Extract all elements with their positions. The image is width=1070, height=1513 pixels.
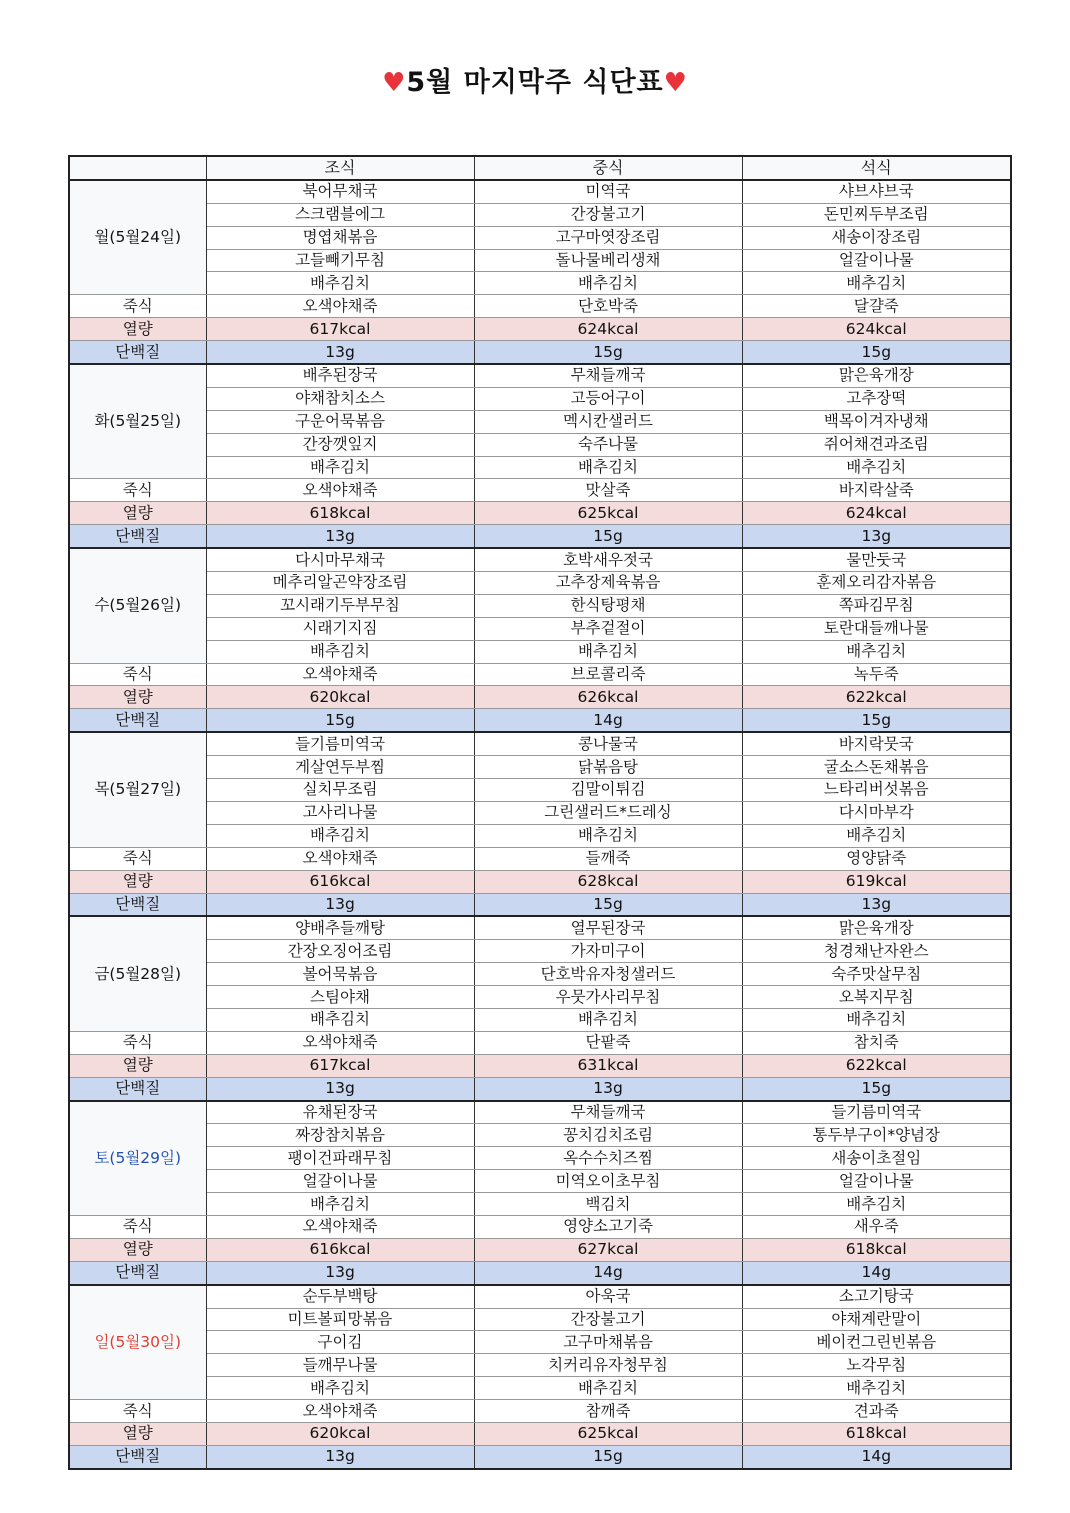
menu-item: 배추김치	[742, 640, 1011, 663]
porridge-value: 참치죽	[742, 1031, 1011, 1054]
kcal-value: 624kcal	[742, 318, 1011, 341]
menu-item: 명엽채볶음	[206, 226, 474, 249]
menu-item: 열무된장국	[474, 916, 742, 939]
protein-row	[69, 341, 1011, 364]
menu-row	[69, 1331, 1011, 1354]
menu-item: 배추김치	[474, 1008, 742, 1031]
porridge-value: 새우죽	[742, 1215, 1011, 1238]
kcal-value: 617kcal	[206, 318, 474, 341]
menu-item: 통두부구이*양념장	[742, 1124, 1011, 1147]
porridge-label: 죽식	[69, 1031, 206, 1054]
menu-row	[69, 1101, 1011, 1124]
menu-row	[69, 963, 1011, 986]
menu-item: 스크램블에그	[206, 203, 474, 226]
menu-item: 배추김치	[474, 824, 742, 847]
menu-row	[69, 1170, 1011, 1193]
porridge-row	[69, 1215, 1011, 1238]
kcal-value: 627kcal	[474, 1238, 742, 1261]
menu-item: 맑은육개장	[742, 364, 1011, 387]
menu-row	[69, 249, 1011, 272]
kcal-value: 624kcal	[742, 502, 1011, 525]
protein-label: 단백질	[69, 893, 206, 916]
menu-item: 꼬시래기두부무침	[206, 594, 474, 617]
header-corner	[69, 156, 206, 180]
kcal-value: 625kcal	[474, 1422, 742, 1445]
page-title	[0, 60, 1070, 99]
porridge-label: 죽식	[69, 1215, 206, 1238]
porridge-value: 견과죽	[742, 1400, 1011, 1423]
day-label: 수(5월26일)	[69, 548, 206, 663]
menu-item: 샤브샤브국	[742, 180, 1011, 203]
kcal-label: 열량	[69, 1054, 206, 1077]
kcal-label: 열량	[69, 686, 206, 709]
menu-item: 새송이초절임	[742, 1147, 1011, 1170]
menu-item: 게살연두부찜	[206, 756, 474, 779]
menu-item: 배추김치	[742, 1377, 1011, 1400]
kcal-value: 618kcal	[206, 502, 474, 525]
protein-value: 14g	[474, 709, 742, 732]
kcal-row	[69, 502, 1011, 525]
menu-item: 배추김치	[474, 456, 742, 479]
menu-item: 배추김치	[206, 456, 474, 479]
menu-item: 고사리나물	[206, 801, 474, 824]
menu-item: 양배추들깨탕	[206, 916, 474, 939]
protein-row	[69, 1077, 1011, 1100]
menu-item: 베이컨그린빈볶음	[742, 1331, 1011, 1354]
header-row	[69, 156, 1011, 180]
menu-item: 김말이튀김	[474, 779, 742, 802]
menu-item: 구이김	[206, 1331, 474, 1354]
menu-item: 미역국	[474, 180, 742, 203]
protein-value: 13g	[206, 1261, 474, 1284]
protein-row	[69, 893, 1011, 916]
kcal-label: 열량	[69, 870, 206, 893]
menu-item: 고구마채볶음	[474, 1331, 742, 1354]
menu-row	[69, 364, 1011, 387]
porridge-value: 참깨죽	[474, 1400, 742, 1423]
menu-item: 한식탕평채	[474, 594, 742, 617]
menu-item: 닭볶음탕	[474, 756, 742, 779]
menu-item: 배추김치	[206, 272, 474, 295]
title-text: 5월 마지막주 식단표	[406, 67, 664, 98]
menu-item: 콩나물국	[474, 732, 742, 755]
kcal-value: 620kcal	[206, 686, 474, 709]
protein-value: 15g	[742, 341, 1011, 364]
protein-value: 15g	[474, 1445, 742, 1468]
kcal-value: 619kcal	[742, 870, 1011, 893]
menu-item: 고들빼기무침	[206, 249, 474, 272]
protein-row	[69, 525, 1011, 548]
menu-row	[69, 916, 1011, 939]
porridge-row	[69, 295, 1011, 318]
menu-item: 배추김치	[474, 640, 742, 663]
menu-item: 굴소스돈채볶음	[742, 756, 1011, 779]
day-label: 목(5월27일)	[69, 732, 206, 847]
menu-item: 가자미구이	[474, 940, 742, 963]
header-lunch: 중식	[474, 156, 742, 180]
menu-item: 그린샐러드*드레싱	[474, 801, 742, 824]
heart-icon: ♥	[382, 68, 407, 98]
protein-value: 15g	[474, 341, 742, 364]
protein-label: 단백질	[69, 709, 206, 732]
menu-item: 쥐어채견과조림	[742, 433, 1011, 456]
kcal-value: 624kcal	[474, 318, 742, 341]
menu-item: 배추김치	[742, 1193, 1011, 1216]
menu-item: 쪽파김무침	[742, 594, 1011, 617]
menu-item: 짜장참치볶음	[206, 1124, 474, 1147]
porridge-label: 죽식	[69, 479, 206, 502]
protein-value: 13g	[206, 893, 474, 916]
menu-item: 우뭇가사리무침	[474, 986, 742, 1009]
porridge-value: 단호박죽	[474, 295, 742, 318]
menu-item: 무채들깨국	[474, 364, 742, 387]
protein-value: 15g	[474, 893, 742, 916]
kcal-row	[69, 686, 1011, 709]
menu-item: 단호박유자청샐러드	[474, 963, 742, 986]
menu-row	[69, 433, 1011, 456]
porridge-value: 영양닭죽	[742, 847, 1011, 870]
menu-item: 북어무채국	[206, 180, 474, 203]
protein-value: 13g	[206, 1445, 474, 1468]
menu-item: 메추리알곤약장조림	[206, 572, 474, 595]
kcal-value: 616kcal	[206, 1238, 474, 1261]
protein-value: 13g	[474, 1077, 742, 1100]
kcal-value: 618kcal	[742, 1422, 1011, 1445]
kcal-value: 622kcal	[742, 686, 1011, 709]
protein-row	[69, 1261, 1011, 1284]
kcal-label: 열량	[69, 318, 206, 341]
menu-row	[69, 272, 1011, 295]
day-label: 금(5월28일)	[69, 916, 206, 1031]
menu-item: 스팀야채	[206, 986, 474, 1009]
menu-item: 노각무침	[742, 1354, 1011, 1377]
meal-table	[68, 155, 1012, 1470]
menu-row	[69, 732, 1011, 755]
menu-item: 멕시칸샐러드	[474, 410, 742, 433]
menu-item: 유채된장국	[206, 1101, 474, 1124]
menu-row	[69, 640, 1011, 663]
menu-row	[69, 180, 1011, 203]
menu-item: 간장불고기	[474, 1308, 742, 1331]
kcal-value: 625kcal	[474, 502, 742, 525]
porridge-value: 맛살죽	[474, 479, 742, 502]
menu-item: 고추장떡	[742, 387, 1011, 410]
porridge-row	[69, 1400, 1011, 1423]
porridge-row	[69, 479, 1011, 502]
menu-item: 실치무조림	[206, 779, 474, 802]
kcal-value: 622kcal	[742, 1054, 1011, 1077]
kcal-value: 620kcal	[206, 1422, 474, 1445]
menu-item: 치커리유자청무침	[474, 1354, 742, 1377]
porridge-row	[69, 1031, 1011, 1054]
porridge-value: 바지락살죽	[742, 479, 1011, 502]
header-dinner: 석식	[742, 156, 1011, 180]
porridge-label: 죽식	[69, 1400, 206, 1423]
protein-row	[69, 709, 1011, 732]
kcal-label: 열량	[69, 1238, 206, 1261]
menu-item: 배추김치	[206, 1377, 474, 1400]
day-label: 월(5월24일)	[69, 180, 206, 295]
heart-icon: ♥	[663, 68, 688, 98]
protein-value: 13g	[742, 893, 1011, 916]
menu-row	[69, 1193, 1011, 1216]
menu-item: 배추김치	[206, 1193, 474, 1216]
menu-item: 바지락뭇국	[742, 732, 1011, 755]
menu-item: 들기름미역국	[742, 1101, 1011, 1124]
menu-row	[69, 548, 1011, 571]
protein-value: 15g	[474, 525, 742, 548]
menu-item: 시래기지짐	[206, 617, 474, 640]
protein-label: 단백질	[69, 341, 206, 364]
menu-row	[69, 226, 1011, 249]
protein-value: 13g	[206, 1077, 474, 1100]
menu-row	[69, 456, 1011, 479]
menu-row	[69, 572, 1011, 595]
menu-item: 청경채난자완스	[742, 940, 1011, 963]
kcal-row	[69, 1238, 1011, 1261]
menu-item: 볼어묵볶음	[206, 963, 474, 986]
menu-row	[69, 1147, 1011, 1170]
menu-item: 다시마부각	[742, 801, 1011, 824]
porridge-value: 오색야채죽	[206, 479, 474, 502]
kcal-row	[69, 318, 1011, 341]
porridge-value: 오색야채죽	[206, 1031, 474, 1054]
menu-item: 간장오징어조림	[206, 940, 474, 963]
menu-item: 숙주맛살무침	[742, 963, 1011, 986]
menu-item: 다시마무채국	[206, 548, 474, 571]
porridge-value: 녹두죽	[742, 663, 1011, 686]
menu-item: 훈제오리감자볶음	[742, 572, 1011, 595]
menu-row	[69, 801, 1011, 824]
menu-row	[69, 1124, 1011, 1147]
menu-item: 얼갈이나물	[206, 1170, 474, 1193]
menu-item: 미역오이초무침	[474, 1170, 742, 1193]
menu-item: 돈민찌두부조림	[742, 203, 1011, 226]
protein-label: 단백질	[69, 1077, 206, 1100]
menu-item: 미트볼피망볶음	[206, 1308, 474, 1331]
menu-row	[69, 824, 1011, 847]
menu-item: 배추김치	[206, 640, 474, 663]
kcal-value: 618kcal	[742, 1238, 1011, 1261]
menu-item: 배추김치	[474, 1377, 742, 1400]
porridge-value: 오색야채죽	[206, 1400, 474, 1423]
menu-item: 배추김치	[742, 1008, 1011, 1031]
menu-row	[69, 1308, 1011, 1331]
menu-item: 숙주나물	[474, 433, 742, 456]
porridge-label: 죽식	[69, 663, 206, 686]
porridge-value: 오색야채죽	[206, 847, 474, 870]
protein-value: 14g	[742, 1261, 1011, 1284]
menu-item: 호박새우젓국	[474, 548, 742, 571]
menu-item: 고추장제육볶음	[474, 572, 742, 595]
menu-item: 소고기탕국	[742, 1285, 1011, 1308]
menu-item: 백목이겨자냉채	[742, 410, 1011, 433]
menu-item: 배추김치	[206, 824, 474, 847]
menu-item: 아욱국	[474, 1285, 742, 1308]
menu-row	[69, 203, 1011, 226]
header-breakfast: 조식	[206, 156, 474, 180]
menu-row	[69, 410, 1011, 433]
menu-item: 백김치	[474, 1193, 742, 1216]
menu-item: 배추김치	[742, 456, 1011, 479]
menu-item: 토란대들깨나물	[742, 617, 1011, 640]
kcal-value: 617kcal	[206, 1054, 474, 1077]
porridge-row	[69, 847, 1011, 870]
porridge-value: 브로콜리죽	[474, 663, 742, 686]
menu-item: 옥수수치즈찜	[474, 1147, 742, 1170]
menu-item: 고등어구이	[474, 387, 742, 410]
menu-item: 들깨무나물	[206, 1354, 474, 1377]
menu-row	[69, 779, 1011, 802]
menu-row	[69, 1377, 1011, 1400]
protein-label: 단백질	[69, 1445, 206, 1468]
protein-row	[69, 1445, 1011, 1468]
menu-row	[69, 617, 1011, 640]
menu-item: 무채들깨국	[474, 1101, 742, 1124]
menu-item: 배추김치	[206, 1008, 474, 1031]
day-label: 토(5월29일)	[69, 1101, 206, 1216]
menu-row	[69, 1285, 1011, 1308]
protein-label: 단백질	[69, 525, 206, 548]
menu-item: 들기름미역국	[206, 732, 474, 755]
porridge-value: 오색야채죽	[206, 295, 474, 318]
kcal-value: 626kcal	[474, 686, 742, 709]
menu-item: 순두부백탕	[206, 1285, 474, 1308]
kcal-value: 628kcal	[474, 870, 742, 893]
menu-row	[69, 387, 1011, 410]
menu-item: 배추김치	[742, 824, 1011, 847]
day-label: 일(5월30일)	[69, 1285, 206, 1400]
menu-row	[69, 940, 1011, 963]
porridge-value: 영양소고기죽	[474, 1215, 742, 1238]
menu-item: 얼갈이나물	[742, 1170, 1011, 1193]
menu-row	[69, 756, 1011, 779]
menu-item: 야채계란말이	[742, 1308, 1011, 1331]
kcal-label: 열량	[69, 1422, 206, 1445]
day-label: 화(5월25일)	[69, 364, 206, 479]
menu-item: 꽁치김치조림	[474, 1124, 742, 1147]
porridge-value: 오색야채죽	[206, 1215, 474, 1238]
menu-item: 구운어묵볶음	[206, 410, 474, 433]
protein-value: 15g	[742, 709, 1011, 732]
menu-item: 팽이건파래무침	[206, 1147, 474, 1170]
menu-item: 배추김치	[474, 272, 742, 295]
protein-value: 15g	[742, 1077, 1011, 1100]
menu-row	[69, 594, 1011, 617]
menu-item: 배추김치	[742, 272, 1011, 295]
kcal-row	[69, 1422, 1011, 1445]
menu-row	[69, 986, 1011, 1009]
porridge-label: 죽식	[69, 847, 206, 870]
menu-item: 배추된장국	[206, 364, 474, 387]
menu-item: 얼갈이나물	[742, 249, 1011, 272]
menu-item: 돌나물베리생채	[474, 249, 742, 272]
porridge-row	[69, 663, 1011, 686]
menu-item: 간장깻잎지	[206, 433, 474, 456]
menu-item: 간장불고기	[474, 203, 742, 226]
kcal-label: 열량	[69, 502, 206, 525]
menu-item: 오복지무침	[742, 986, 1011, 1009]
kcal-value: 631kcal	[474, 1054, 742, 1077]
protein-value: 15g	[206, 709, 474, 732]
porridge-label: 죽식	[69, 295, 206, 318]
kcal-value: 616kcal	[206, 870, 474, 893]
menu-item: 느타리버섯볶음	[742, 779, 1011, 802]
menu-item: 새송이장조림	[742, 226, 1011, 249]
porridge-value: 들깨죽	[474, 847, 742, 870]
table-body	[69, 180, 1011, 1469]
protein-value: 13g	[206, 341, 474, 364]
menu-item: 야채참치소스	[206, 387, 474, 410]
menu-item: 부추겉절이	[474, 617, 742, 640]
kcal-row	[69, 1054, 1011, 1077]
protein-value: 13g	[742, 525, 1011, 548]
protein-value: 14g	[474, 1261, 742, 1284]
menu-row	[69, 1354, 1011, 1377]
porridge-value: 단팥죽	[474, 1031, 742, 1054]
porridge-value: 오색야채죽	[206, 663, 474, 686]
protein-label: 단백질	[69, 1261, 206, 1284]
menu-item: 고구마엿장조림	[474, 226, 742, 249]
kcal-row	[69, 870, 1011, 893]
menu-row	[69, 1008, 1011, 1031]
menu-item: 맑은육개장	[742, 916, 1011, 939]
protein-value: 14g	[742, 1445, 1011, 1468]
porridge-value: 달걀죽	[742, 295, 1011, 318]
protein-value: 13g	[206, 525, 474, 548]
menu-item: 물만둣국	[742, 548, 1011, 571]
